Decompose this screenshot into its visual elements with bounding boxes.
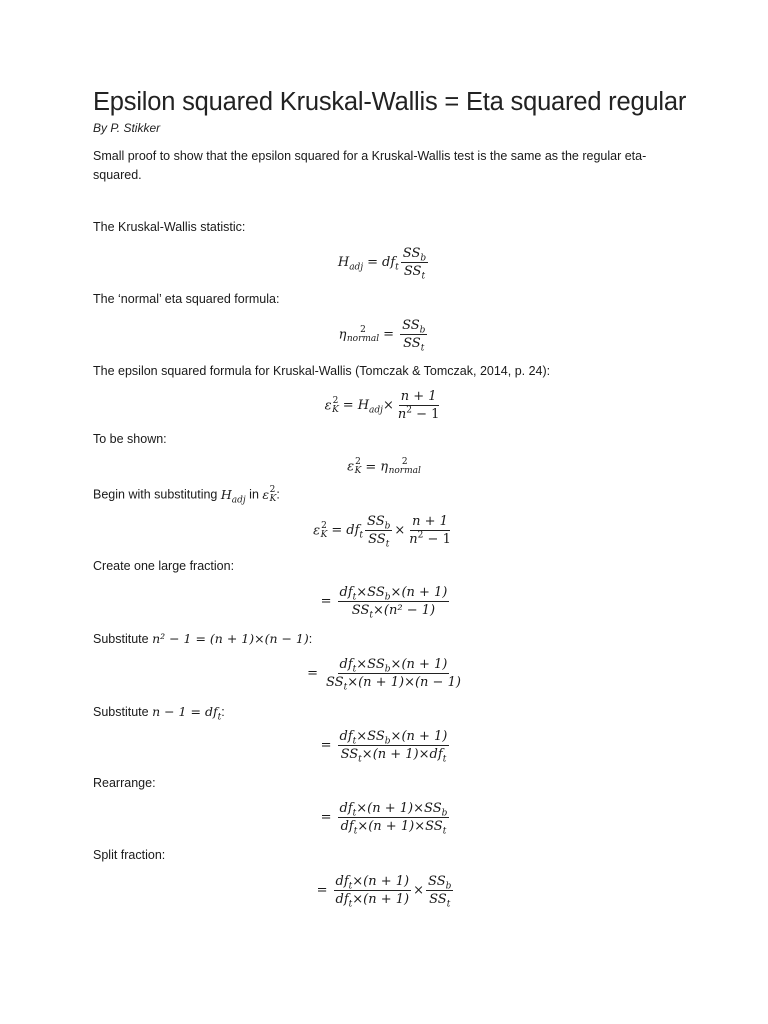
label-substitute-n-squared: Substitute n² − 1 = (n + 1)×(n − 1):	[93, 631, 313, 646]
label-begin-substituting: Begin with substituting $H_{adj}$ in ε 2 K :	[93, 485, 280, 505]
equation-rearrange: = $\frac{df_t\times(n + 1)\times SS_b}{df_t\times(n + 1)\times SS_t}$	[320, 801, 448, 837]
equation-one-fraction: = $\frac{df_t\times SS_b\times(n + 1)}{SS_t\times(n^2 - 1)}$	[320, 585, 448, 621]
equation-split-fraction: = $\frac{df_t\times(n + 1)}{df_t\times(n + 1)}$ × $\frac{SS_b}{SS_t}$	[316, 874, 452, 910]
intro-paragraph: Small proof to show that the epsilon squared for a Kruskal-Wallis test is the same as the regular eta-squared.	[93, 149, 647, 182]
label-to-be-shown: To be shown:	[93, 432, 167, 446]
label-normal-eta: The ‘normal’ eta squared formula:	[93, 292, 280, 306]
equation-normal-eta: η 2 normal = $\frac{SS_b}{SS_t}$	[338, 318, 426, 354]
equation-begin-substituting: ε 2 K = $df_t$ $\frac{SS_b}{SS_t}$ × $\frac{n + 1}{n^2 - 1}$	[313, 514, 451, 550]
page-title: Epsilon squared Kruskal-Wallis = Eta squared regular	[93, 88, 687, 116]
label-kw-statistic: The Kruskal-Wallis statistic:	[93, 220, 246, 234]
author-line: By P. Stikker	[93, 121, 161, 135]
label-rearrange: Rearrange:	[93, 776, 156, 790]
equation-substitute-df: = $\frac{df_t\times SS_b\times(n + 1)}{SS_t\times(n + 1)\times df_t}$	[320, 729, 448, 765]
equation-kw-statistic: $H_{adj}$ = $df_t$ $\frac{SS_b}{SS_t}$	[337, 246, 427, 282]
label-substitute-df: Substitute $n - 1 = df_t$:	[93, 704, 225, 723]
label-epsilon-formula: The epsilon squared formula for Kruskal-Wallis (Tomczak & Tomczak, 2014, p. 24):	[93, 364, 551, 378]
label-split-fraction: Split fraction:	[93, 848, 166, 862]
equation-to-be-shown: ε 2 K = η 2 normal	[347, 457, 421, 476]
equation-epsilon-formula: ε 2 K = $H_{adj}$ × $\frac{n + 1}{n^2 - 1}$	[324, 389, 440, 422]
label-one-fraction: Create one large fraction:	[93, 559, 235, 573]
equation-substitute-n-squared: = $\frac{df_t\times SS_b\times(n + 1)}{SS_t\times(n + 1)\times(n - 1)}$	[307, 657, 461, 693]
